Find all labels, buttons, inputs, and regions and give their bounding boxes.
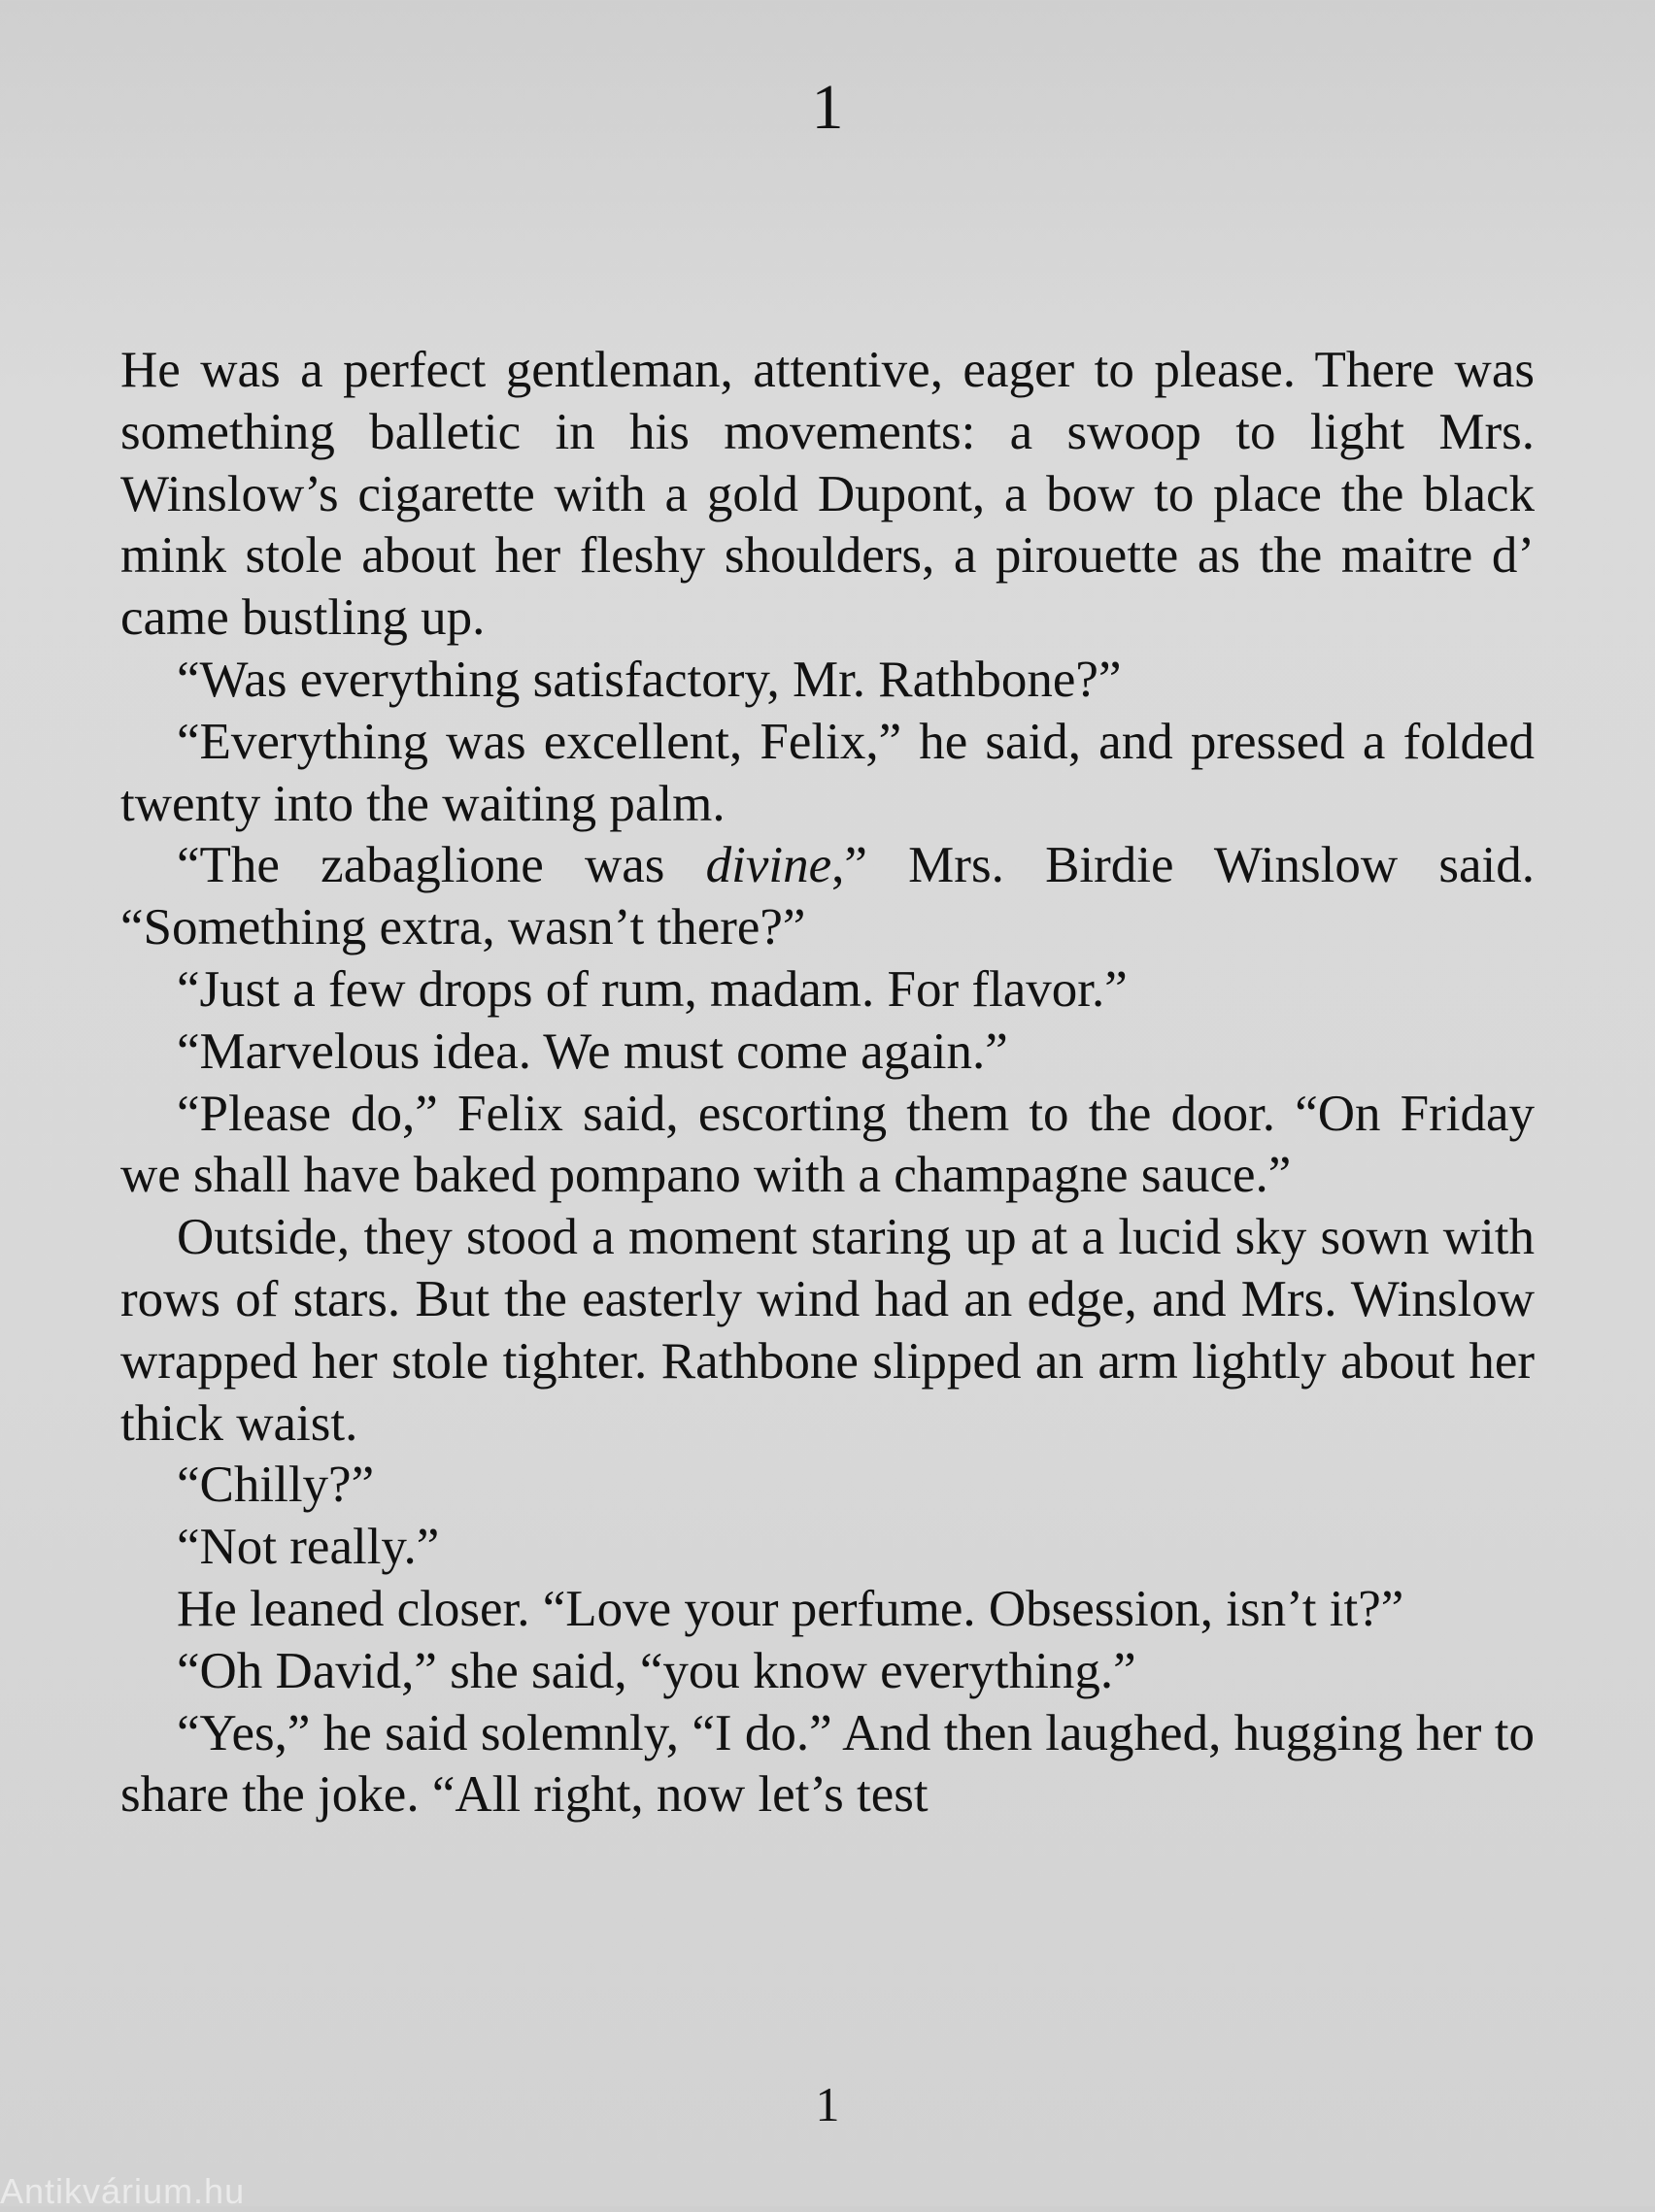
paragraph	[120, 835, 1535, 959]
paragraph-text: “Was everything satisfactory, Mr. Rathbone?”	[177, 651, 1122, 708]
paragraph-text: “Yes,” he said solemnly, “I do.” And then laughed, hugging her to share the joke. “All right, now let’s test	[120, 1704, 1535, 1824]
paragraph-text: “Just a few drops of rum, madam. For flavor.”	[177, 960, 1128, 1018]
paragraph	[120, 959, 1535, 1022]
italic-word: divine	[705, 837, 832, 894]
paragraph-text: “Chilly?”	[177, 1457, 375, 1514]
page-number: 1	[815, 2077, 840, 2131]
paragraph	[120, 1579, 1535, 1641]
paragraph	[120, 1207, 1535, 1455]
paragraph-text: “Please do,” Felix said, escorting them to the door. “On Friday we shall have baked pompano with a champagne sauce.”	[120, 1085, 1535, 1204]
paragraph-text: ,” Mrs. Birdie Winslow said. “Something extra, wasn’t there?”	[120, 837, 1535, 956]
chapter-number: 1	[811, 72, 844, 143]
paragraph	[120, 1703, 1535, 1827]
paragraph-text: He was a perfect gentleman, attentive, eager to please. There was something balletic in his movements: a swoop to light Mrs. Winslow’s cigarette with a gold Dupont, a bow to place the black mink stole about her fleshy shoulders, a pirouette as the maitre d’ came bustling up.	[120, 342, 1535, 647]
paragraph	[120, 1022, 1535, 1084]
watermark: Antikvárium.hu	[0, 2171, 246, 2211]
paragraph	[120, 340, 1535, 650]
paragraph	[120, 650, 1535, 712]
paragraph-text: “The zabaglione was	[177, 837, 706, 894]
paragraph	[120, 712, 1535, 836]
paragraph	[120, 1455, 1535, 1517]
paragraph-text: “Oh David,” she said, “you know everything.”	[177, 1642, 1136, 1699]
paragraph	[120, 1517, 1535, 1579]
paragraph-text: Outside, they stood a moment staring up at a lucid sky sown with rows of stars. But the easterly wind had an edge, and Mrs. Winslow wrapped her stole tighter. Rathbone slipped an arm lightly about her thick waist.	[120, 1209, 1535, 1452]
paragraph-text: “Not really.”	[177, 1519, 440, 1576]
paragraph-text: He leaned closer. “Love your perfume. Obsession, isn’t it?”	[177, 1580, 1404, 1637]
paragraph	[120, 1084, 1535, 1208]
paragraph-text: “Marvelous idea. We must come again.”	[177, 1022, 1008, 1080]
chapter-body	[120, 340, 1535, 1827]
paragraph-text: “Everything was excellent, Felix,” he said, and pressed a folded twenty into the waiting palm.	[120, 713, 1535, 832]
paragraph	[120, 1641, 1535, 1703]
